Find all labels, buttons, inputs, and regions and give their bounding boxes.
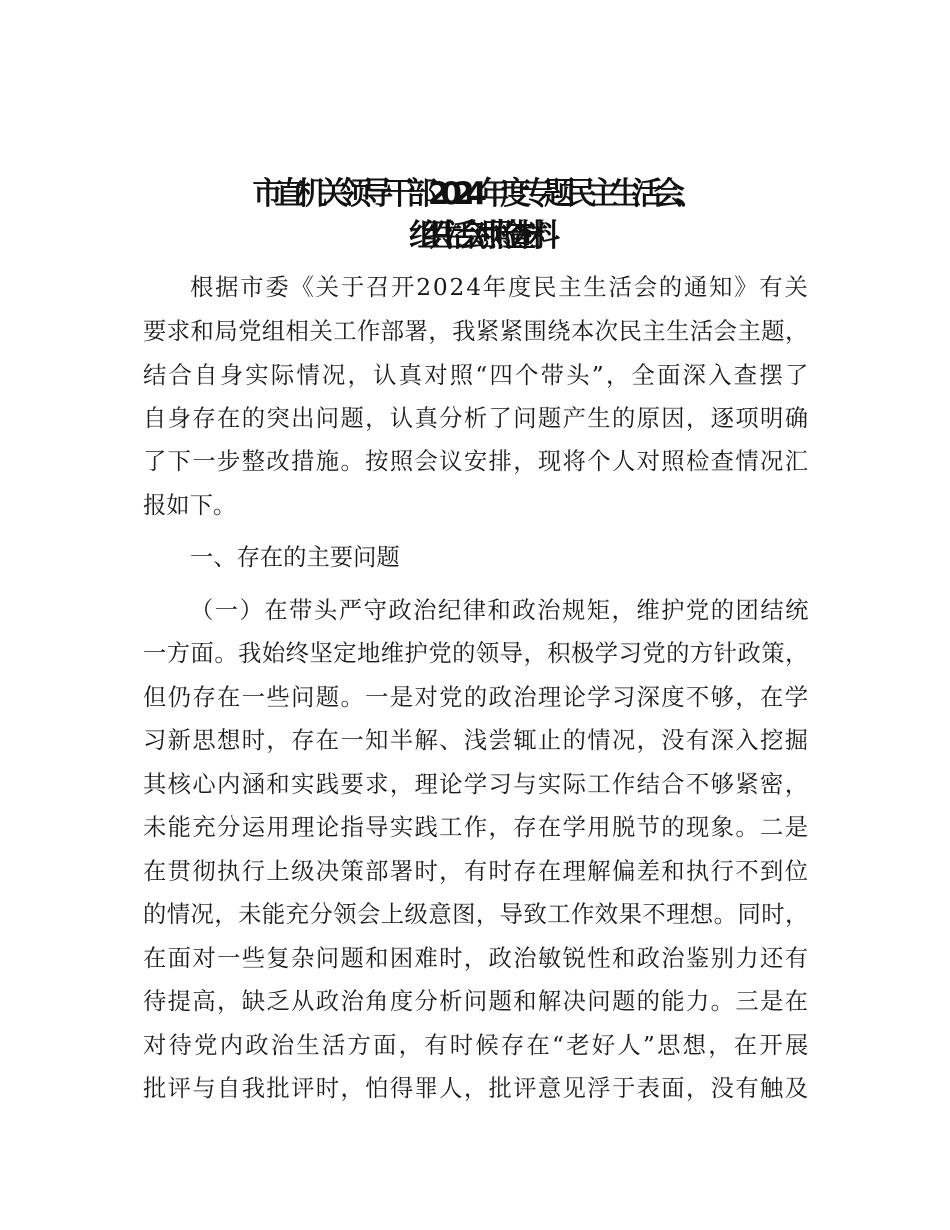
paragraph-line: 自身存在的突出问题，认真分析了问题产生的原因，逐项明确 <box>143 405 810 432</box>
paragraph-line: 的情况，未能充分领会上级意图，导致工作效果不理想。同时， <box>143 901 809 928</box>
paragraph-line: 在面对一些复杂问题和困难时，政治敏锐性和政治鉴别力还有 <box>143 945 810 972</box>
paragraph-line: 其核心内涵和实践要求，理论学习与实际工作结合不够紧密， <box>143 771 810 798</box>
paragraph-line: 了下一步整改措施。按照会议安排，现将个人对照检查情况汇 <box>143 448 810 475</box>
paragraph-line: 未能充分运用理论指导实践工作，存在学用脱节的现象。二是 <box>143 814 810 841</box>
paragraph-line: 批评与自我批评时，怕得罪人，批评意见浮于表面，没有触及 <box>143 1075 810 1102</box>
paragraph-line: （一）在带头严守政治纪律和政治规矩，维护党的团结统 <box>190 597 810 624</box>
paragraph-line: 结合自身实际情况，认真对照“四个带头”，全面深入查摆了 <box>143 362 811 389</box>
paragraph-line: 待提高，缺乏从政治角度分析问题和解决问题的能力。三是在 <box>143 988 810 1015</box>
paragraph-line: 要求和局党组相关工作部署，我紧紧围绕本次民主生活会主题， <box>143 318 809 345</box>
paragraph-line: 对待党内政治生活方面，有时候存在“老好人”思想，在开展 <box>143 1032 811 1059</box>
paragraph-line: 根据市委《关于召开2024年度民主生活会的通知》有关 <box>190 274 810 301</box>
section-heading: 一、存在的主要问题 <box>190 544 400 571</box>
document-title-line-2: 组织生活会对照检查材料 <box>409 218 541 254</box>
paragraph-line: 在贯彻执行上级决策部署时，有时存在理解偏差和执行不到位 <box>143 858 810 885</box>
paragraph-line: 但仍存在一些问题。一是对党的政治理论学习深度不够，在学 <box>143 684 810 711</box>
paragraph-line: 报如下。 <box>143 492 237 519</box>
paragraph-line: 习新思想时，存在一知半解、浅尝辄止的情况，没有深入挖掘 <box>143 727 810 754</box>
paragraph-line: 一方面。我始终坚定地维护党的领导，积极学习党的方针政策， <box>143 640 809 667</box>
document-title-line-1: 市直机关领导干部2024年度专题民主生活会、 <box>252 176 698 212</box>
